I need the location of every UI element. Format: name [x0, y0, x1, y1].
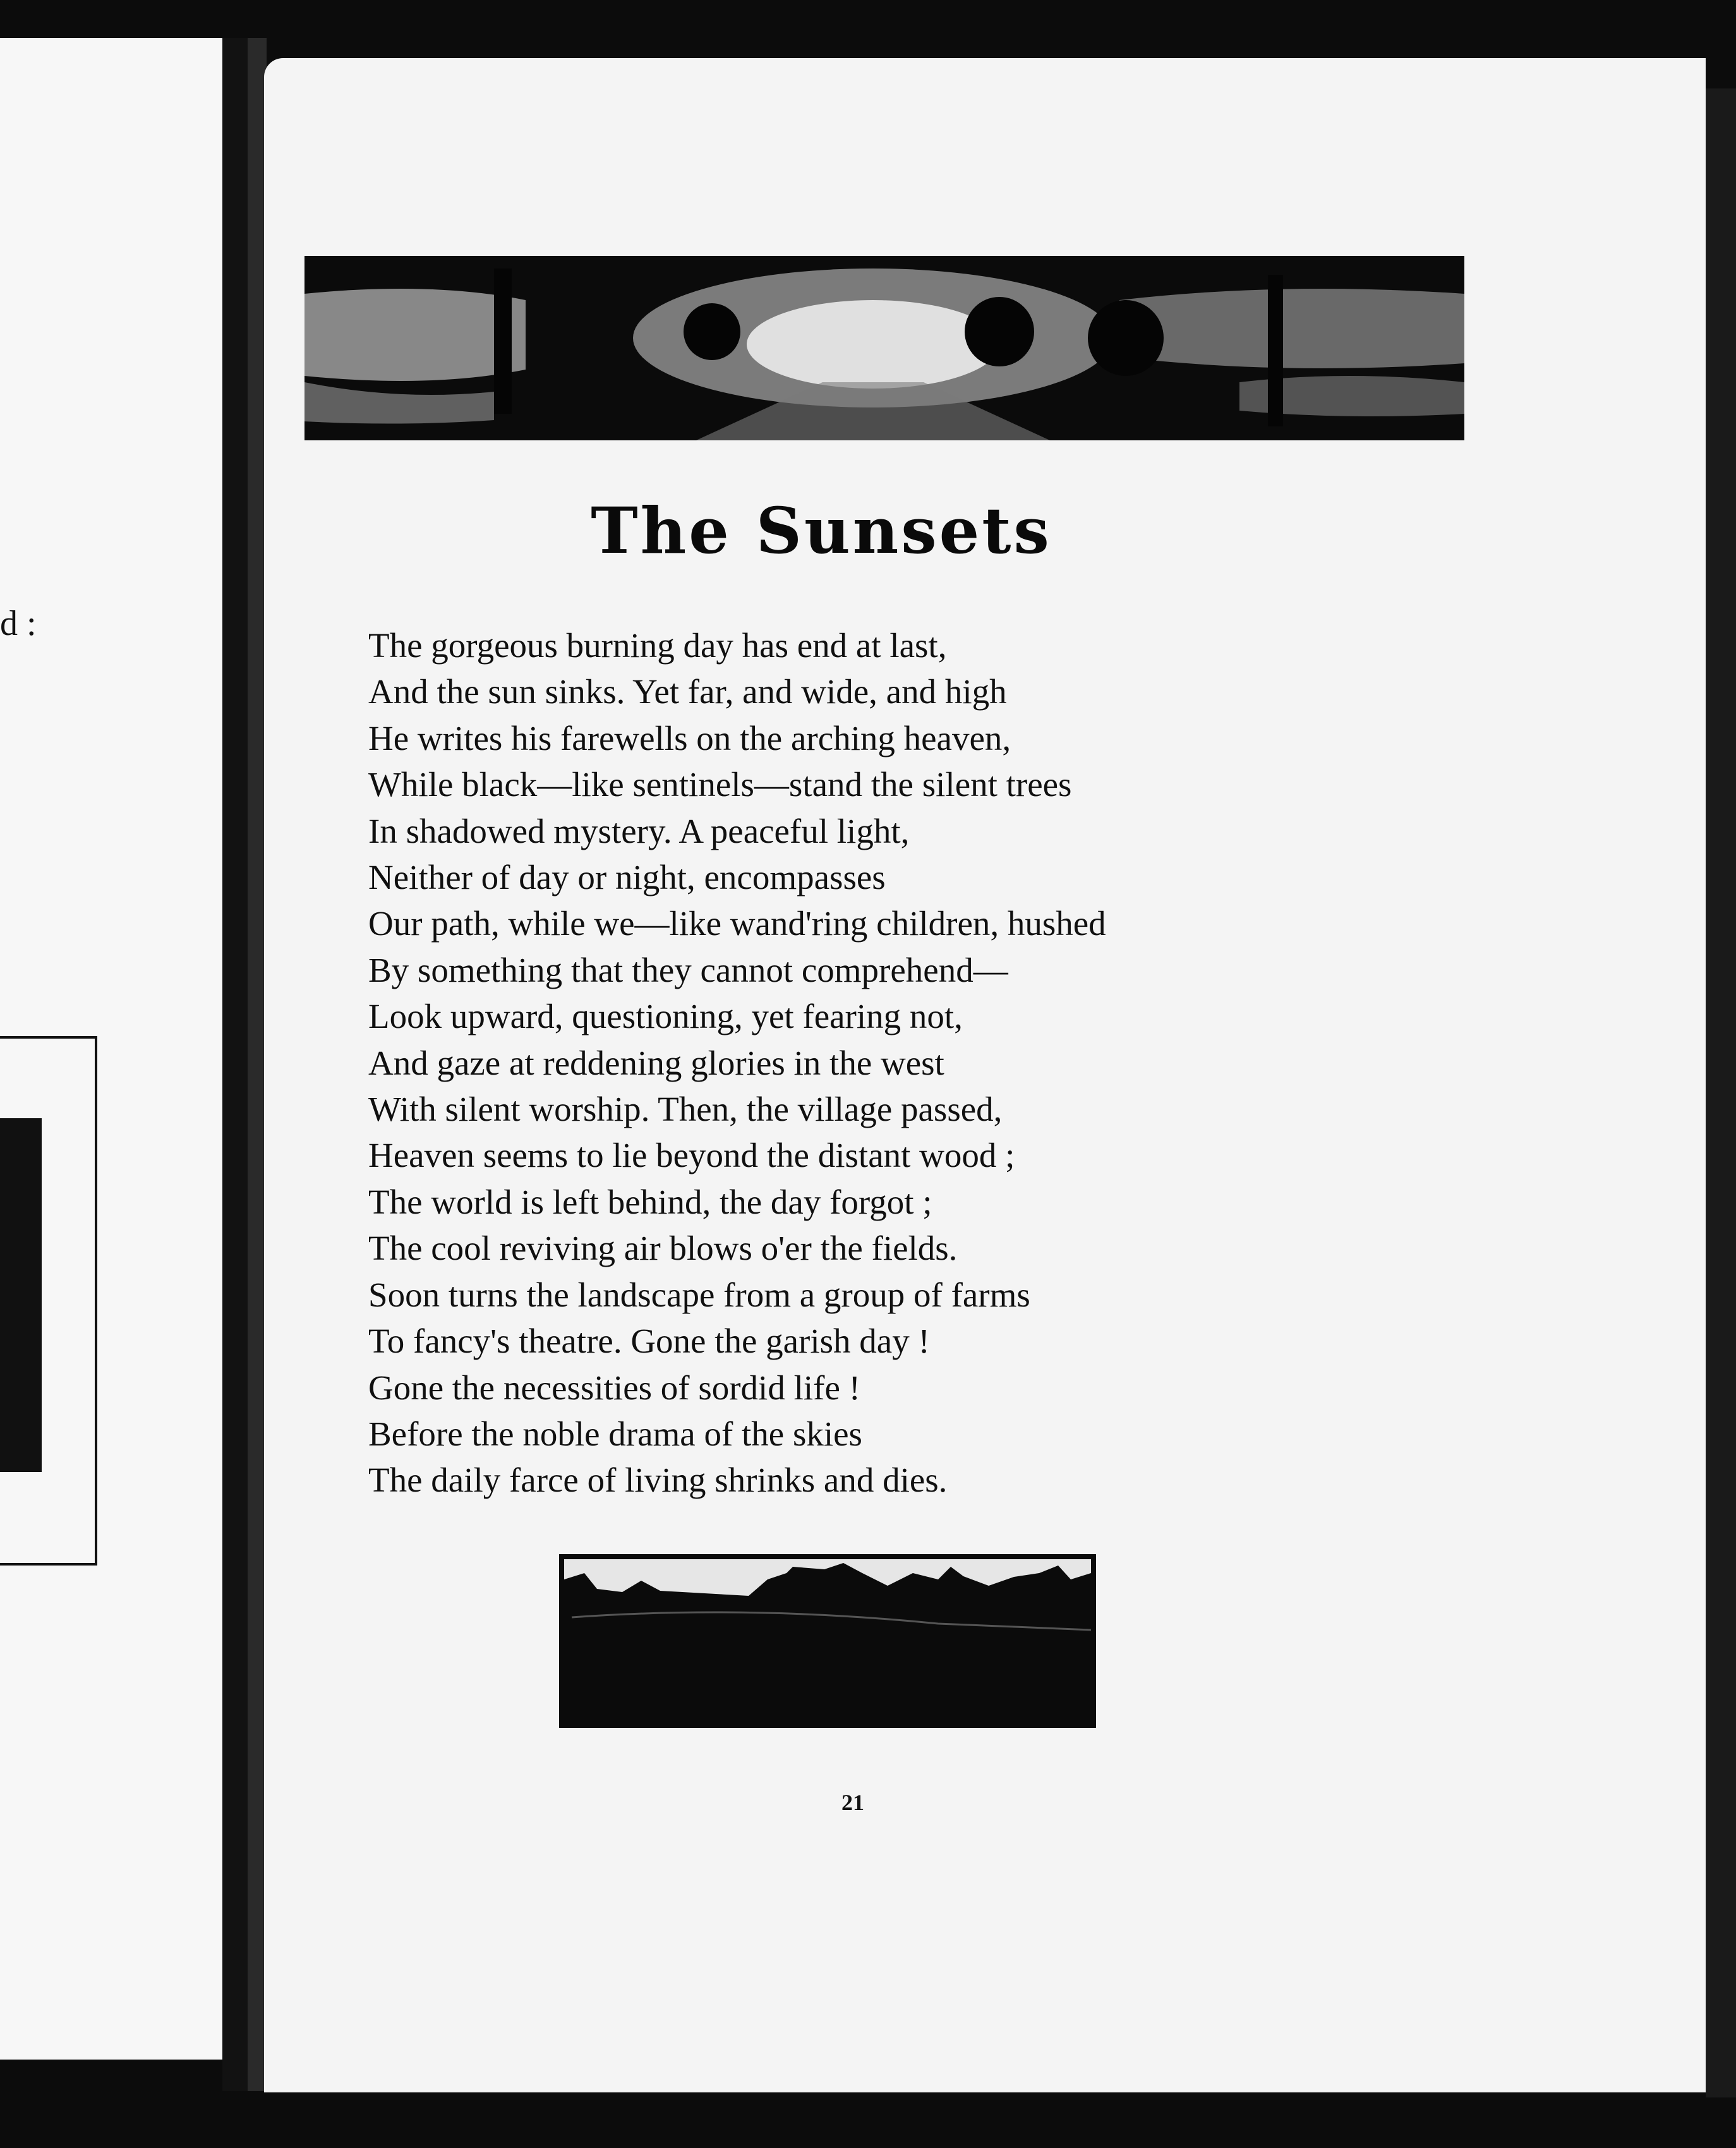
- poem-line: The world is left behind, the day forgot ;: [368, 1182, 932, 1221]
- left-page-woodcut-illustration: [0, 1118, 42, 1472]
- poem-title: The Sunsets: [591, 493, 1052, 568]
- poem-line: He writes his farewells on the arching heaven,: [368, 718, 1011, 757]
- sunset-header-woodcut: [304, 256, 1464, 440]
- poem-line: Look upward, questioning, yet fearing not,: [368, 997, 963, 1036]
- left-page-text-fragment: d :: [0, 604, 37, 643]
- poem-line: To fancy's theatre. Gone the garish day !: [368, 1322, 930, 1361]
- footer-woodcut: [559, 1554, 1096, 1728]
- poem-line: Gone the necessities of sordid life !: [368, 1368, 860, 1407]
- poem-line: By something that they cannot comprehend—: [368, 950, 1008, 989]
- poem-line: In shadowed mystery. A peaceful light,: [368, 811, 910, 850]
- poem-line: Before the noble drama of the skies: [368, 1414, 862, 1453]
- poem-line: With silent worship. Then, the village passed,: [368, 1090, 1003, 1129]
- poem-line: While black—like sentinels—stand the silent trees: [368, 765, 1072, 804]
- page-number: 21: [841, 1790, 864, 1815]
- poem-line: Neither of day or night, encompasses: [368, 858, 886, 897]
- poem-line: And gaze at reddening glories in the west: [368, 1043, 944, 1082]
- poem-line: Heaven seems to lie beyond the distant wood ;: [368, 1136, 1015, 1175]
- poem-line: Soon turns the landscape from a group of farms: [368, 1275, 1030, 1314]
- poem-line: The daily farce of living shrinks and dies.: [368, 1461, 948, 1500]
- poem-line: And the sun sinks. Yet far, and wide, and high: [368, 672, 1007, 711]
- poem-line: The cool reviving air blows o'er the fields.: [368, 1229, 958, 1268]
- poem-line: The gorgeous burning day has end at last,: [368, 626, 947, 665]
- book-page-edge: [1706, 88, 1736, 2097]
- poem-line: Our path, while we—like wand'ring children, hushed: [368, 904, 1106, 943]
- poem-body: [368, 622, 1354, 1504]
